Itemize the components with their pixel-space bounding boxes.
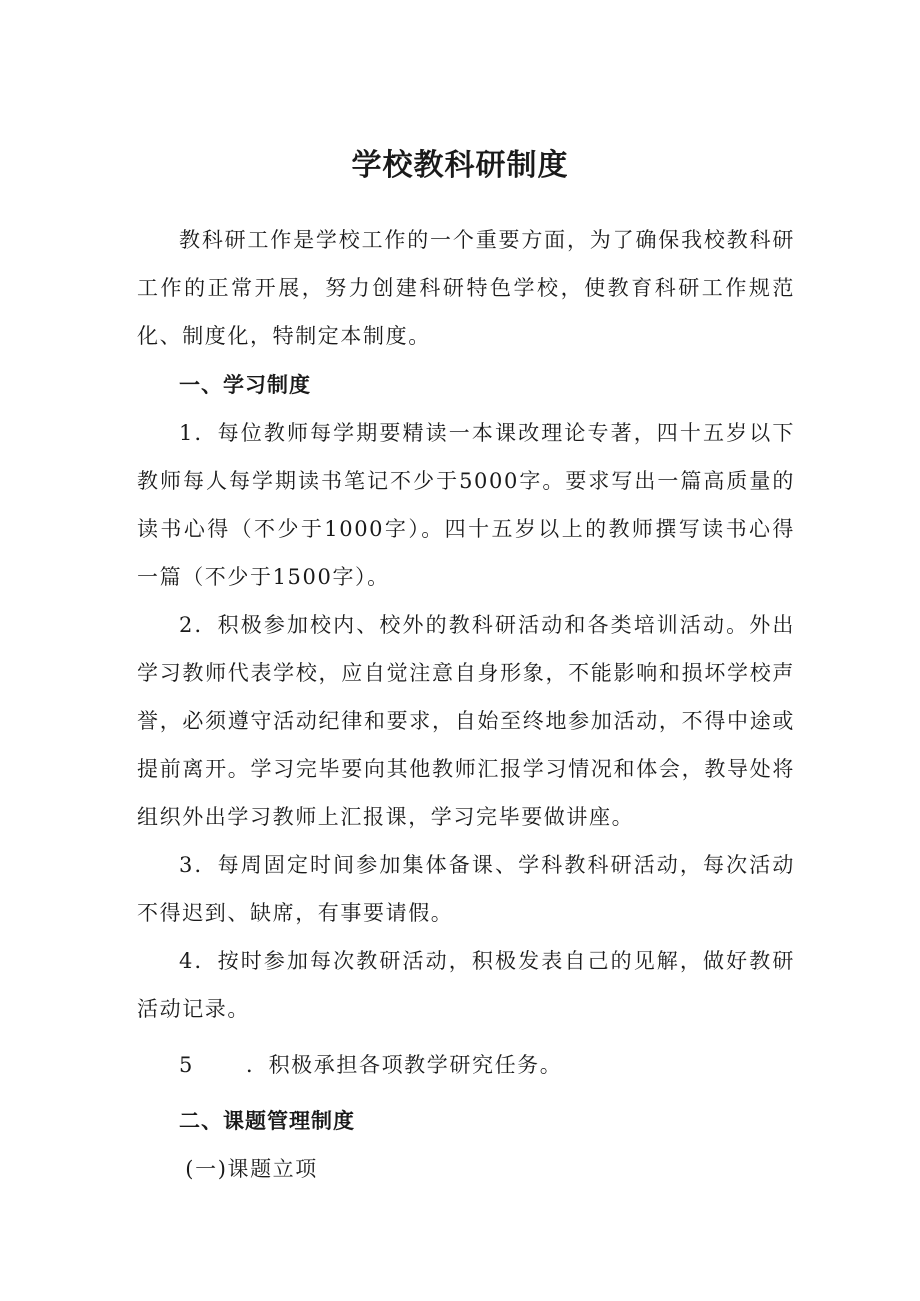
- study-item-4: 4．按时参加每次教研活动，积极发表自己的见解，做好教研活动记录。: [137, 949, 795, 1021]
- study-item-5-text: ．积极承担各项教学研究任务。: [245, 1053, 563, 1077]
- section-heading-study: 一、学习制度: [179, 373, 311, 397]
- intro-paragraph: 教科研工作是学校工作的一个重要方面，为了确保我校教科研工作的正常开展，努力创建科研特色学校，使教育科研工作规范化、制度化，特制定本制度。: [137, 228, 795, 348]
- study-item-3: 3．每周固定时间参加集体备课、学科教科研活动，每次活动不得迟到、缺席，有事要请假。: [137, 853, 795, 925]
- document-body: [137, 216, 795, 1193]
- subsection-project-approval: (一)课题立项: [185, 1157, 318, 1181]
- study-item-5: [137, 1041, 795, 1089]
- study-item-2: 2．积极参加校内、校外的教科研活动和各类培训活动。外出学习教师代表学校，应自觉注意自身形象，不能影响和损坏学校声誉，必须遵守活动纪律和要求，自始至终地参加活动，不得中途或提前离开。学习完毕要向其他教师汇报学习情况和体会，教导处将组织外出学习教师上汇报课，学习完毕要做讲座。: [137, 613, 795, 829]
- study-item-5-number: 5: [179, 1053, 194, 1077]
- document-title: 学校教科研制度: [351, 148, 569, 183]
- section-heading-project: 二、课题管理制度: [179, 1109, 355, 1133]
- study-item-1: 1．每位教师每学期要精读一本课改理论专著，四十五岁以下教师每人每学期读书笔记不少于5000字。要求写出一篇高质量的读书心得（不少于1000字）。四十五岁以上的教师撰写读书心得一篇（不少于1500字）。: [137, 421, 795, 589]
